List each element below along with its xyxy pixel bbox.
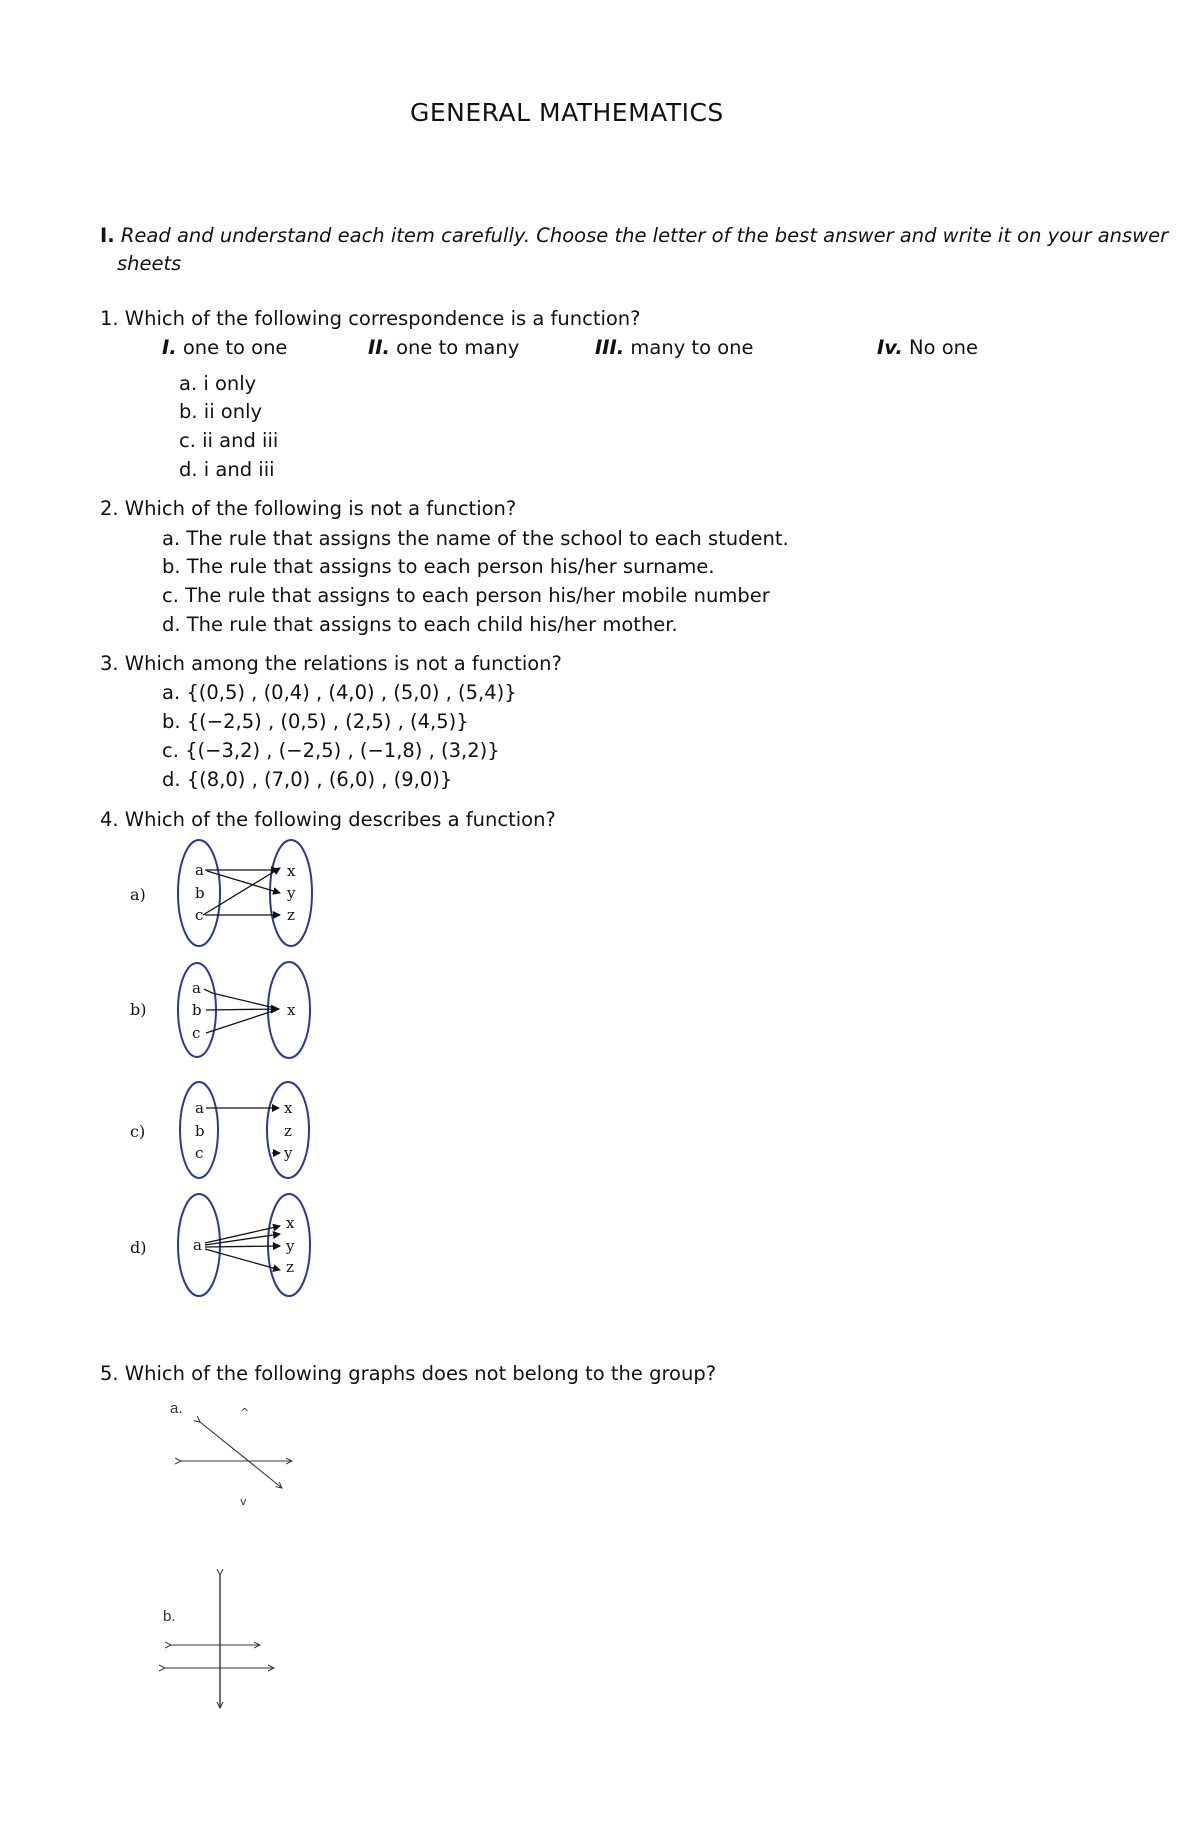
diagram-b-range-1: x	[287, 1001, 296, 1019]
diagram-d-domain-1: a	[193, 1236, 202, 1254]
q3-choice-c: c. {(−3,2) , (−2,5) , (−1,8) , (3,2)}	[162, 739, 500, 762]
q1-choice-b: b. ii only	[179, 400, 263, 423]
diagram-a-range-3: z	[287, 906, 295, 924]
section-numeral: I.	[100, 224, 115, 247]
q3-choice-b: b. {(−2,5) , (0,5) , (2,5) , (4,5)}	[162, 710, 469, 733]
instruction-text: Read and understand each item carefully. Choose the letter of the best answer and write it on your answer	[120, 224, 1169, 247]
question-5: 5. Which of the following graphs does not belong to the group?	[100, 1362, 717, 1385]
question-1: 1. Which of the following correspondence is a function?	[100, 307, 641, 330]
q1-item-1-num: I.	[162, 336, 177, 359]
diagram-c-domain-2: b	[195, 1122, 205, 1140]
diagram-c-range-2: z	[284, 1122, 292, 1140]
q1-item-4-num: Iv.	[877, 336, 903, 359]
q1-item-4-text: No one	[909, 336, 979, 359]
diagram-d-range-3: z	[286, 1258, 294, 1276]
q1-item-3-num: III.	[595, 336, 625, 359]
question-4: 4. Which of the following describes a function?	[100, 808, 556, 831]
diagram-a-domain-1: a	[195, 861, 204, 879]
diagram-c-range-1: x	[284, 1099, 293, 1117]
diagram-b-domain-2: b	[192, 1001, 202, 1019]
q3-choice-a: a. {(0,5) , (0,4) , (4,0) , (5,0) , (5,4)}	[162, 681, 517, 704]
q2-choice-c: c. The rule that assigns to each person his/her mobile number	[162, 584, 770, 607]
diagram-b-domain-1: a	[192, 979, 201, 997]
q1-item-1-text: one to one	[182, 336, 288, 359]
q1-item-2-text: one to many	[396, 336, 520, 359]
diagram-a-range-1: x	[287, 862, 296, 880]
instruction-line-2: sheets	[117, 252, 182, 275]
page-title: GENERAL MATHEMATICS	[410, 98, 724, 127]
diagram-a-label: a)	[130, 885, 146, 904]
diagram-a-domain-2: b	[195, 884, 205, 902]
diagram-d-range-2: y	[286, 1237, 295, 1255]
diagram-d-label: d)	[130, 1238, 147, 1257]
q1-item-2-num: II.	[368, 336, 390, 359]
q2-choice-a: a. The rule that assigns the name of the school to each student.	[162, 527, 789, 550]
diagram-a-range-2: y	[287, 884, 296, 902]
diagram-c-domain-3: c	[195, 1144, 204, 1162]
diagram-b-domain-3: c	[192, 1024, 201, 1042]
q1-choice-d: d. i and iii	[179, 458, 275, 481]
diagram-c-label: c)	[130, 1122, 146, 1141]
question-2: 2. Which of the following is not a function?	[100, 497, 517, 520]
q2-choice-b: b. The rule that assigns to each person his/her surname.	[162, 555, 715, 578]
diagram-c-range-3: y	[284, 1144, 293, 1162]
diagram-d-range-1: x	[286, 1214, 295, 1232]
diagram-c-domain-1: a	[195, 1099, 204, 1117]
graph-a	[181, 1406, 292, 1508]
svg-text:v: v	[240, 1495, 247, 1508]
graph-b-label: b.	[163, 1608, 176, 1625]
diagram-b-label: b)	[130, 1000, 147, 1019]
svg-text:^: ^	[240, 1406, 250, 1419]
question-3: 3. Which among the relations is not a function?	[100, 652, 562, 675]
q3-choice-d: d. {(8,0) , (7,0) , (6,0) , (9,0)}	[162, 768, 453, 791]
graph-a-label: a.	[170, 1400, 183, 1417]
q2-choice-d: d. The rule that assigns to each child his/her mother.	[162, 613, 678, 636]
diagram-a-domain-3: c	[195, 906, 204, 924]
q1-choice-c: c. ii and iii	[179, 429, 279, 452]
q1-item-3-text: many to one	[630, 336, 754, 359]
graph-b	[165, 1575, 274, 1708]
q1-choice-a: a. i only	[179, 372, 257, 395]
